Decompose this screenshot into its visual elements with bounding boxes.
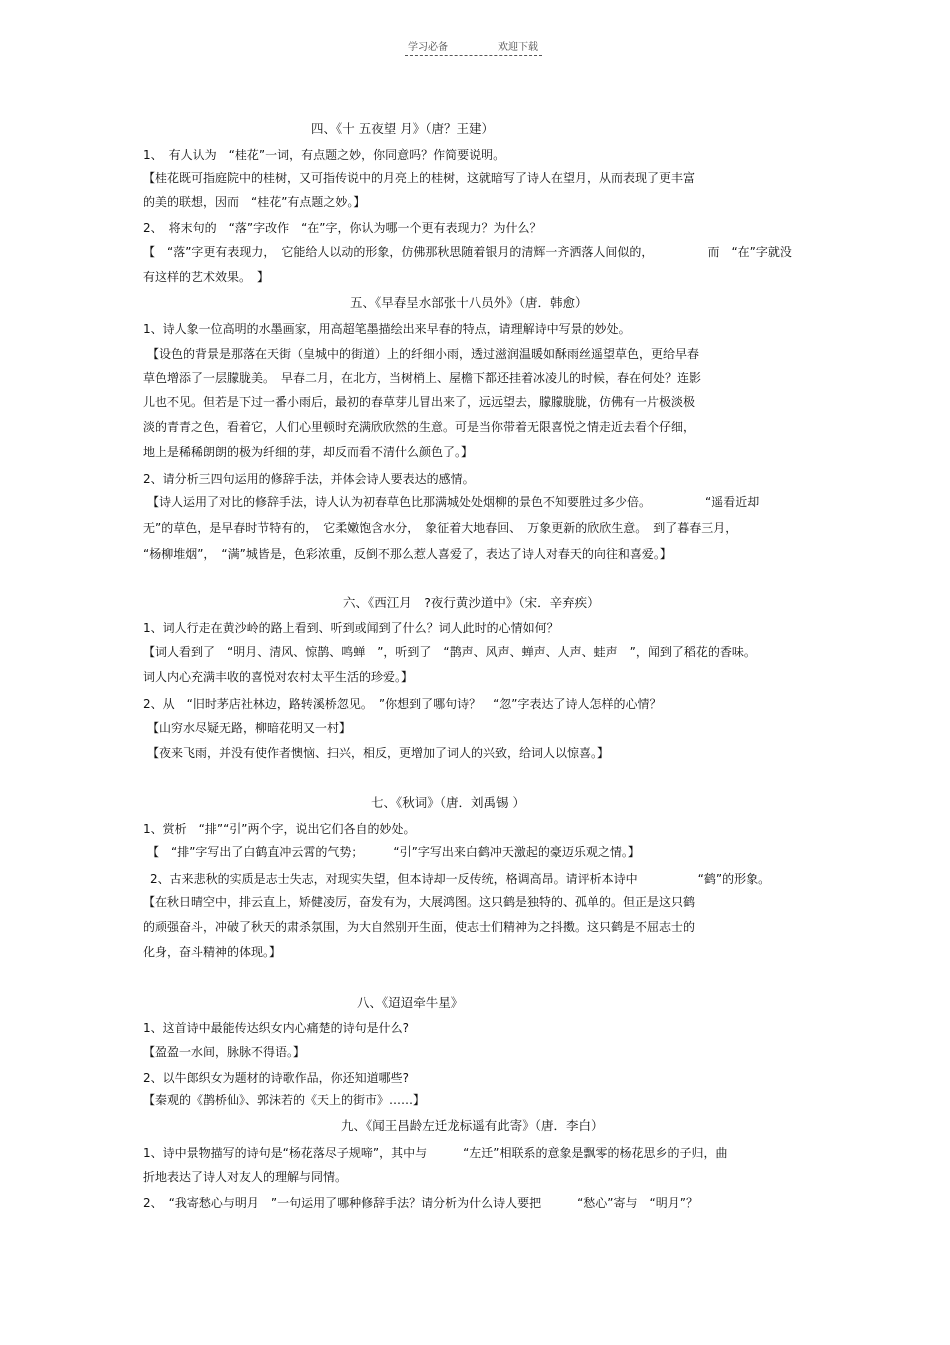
text-line: 【山穷水尽疑无路，柳暗花明又一村】 [147, 721, 352, 735]
text-line: 2、请分析三四句运用的修辞手法，并体会诗人要表达的感情。 [143, 472, 475, 486]
text-line: 儿也不见。但若是下过一番小雨后，最初的春草芽儿冒出来了，远远望去，朦朦胧胧，仿佛有一片极淡极 [143, 395, 696, 409]
text-line: 【 “排”字写出了白鹤直冲云霄的气势； “引”字写出来白鹤冲天激起的豪迈乐观之情。】 [147, 845, 640, 859]
text-line: 1、 有人认为 “桂花”一词，有点题之妙，你同意吗？作简要说明。 [143, 148, 506, 162]
text-line: 折地表达了诗人对友人的理解与同情。 [143, 1170, 348, 1184]
text-line: 词人内心充满丰收的喜悦对农村太平生活的珍爱。】 [143, 670, 414, 684]
text-line: 1、诗中景物描写的诗句是“杨花落尽子规啼”，其中与 “左迁”相联系的意象是飘零的杨花思乡的子归，曲 [143, 1146, 728, 1160]
section-heading: 四、《十 五夜望 月》（唐？王建） [311, 121, 494, 136]
section-heading: 六、《西江月 ?夜行黄沙道中》（宋．辛弃疾） [343, 595, 600, 610]
header-left-text: 学习必备 [408, 42, 448, 53]
text-line: 2、 “我寄愁心与明月 ”一句运用了哪种修辞手法？请分析为什么诗人要把 “愁心”寄与 “明月”？ [143, 1196, 698, 1210]
text-line: 【盈盈一水间，脉脉不得语。】 [143, 1045, 306, 1059]
text-line: 1、词人行走在黄沙岭的路上看到、听到或闻到了什么？词人此时的心情如何？ [143, 621, 559, 635]
text-line: “杨柳堆烟”， “满”城皆是，色彩浓重，反倒不那么惹人喜爱了，表达了诗人对春天的向往和喜爱。】 [143, 547, 672, 561]
text-line: 化身，奋斗精神的体现。】 [143, 945, 282, 959]
section-heading: 八、《迢迢牵牛星》 [357, 995, 464, 1010]
text-line: 【词人看到了 “明月、清风、惊鹊、鸣蝉 ”，听到了 “鹊声、风声、蝉声、人声、蛙声 ”，闻到了稻花的香味。 [143, 645, 756, 659]
text-line: 1、这首诗中最能传达织女内心痛楚的诗句是什么? [143, 1021, 410, 1035]
section-heading: 七、《秋词》（唐．刘禹锡 ） [371, 795, 525, 810]
text-line: 草色增添了一层朦胧美。 早春二月，在北方，当树梢上、屋檐下都还挂着冰凌儿的时候，春在何处？连影 [143, 371, 702, 385]
text-line: 1、赏析 “排”“引”两个字，说出它们各自的妙处。 [143, 822, 416, 836]
header-divider [405, 55, 542, 56]
section-heading: 九、《闻王昌龄左迁龙标遥有此寄》（唐．李白） [341, 1118, 604, 1133]
section-heading: 五、《早春呈水部张十八员外》（唐．韩愈） [350, 295, 588, 310]
text-line: 淡的青青之色，看着它，人们心里顿时充满欣欣然的生意。可是当你带着无限喜悦之情走近去看个仔细， [143, 420, 696, 434]
text-line: 【诗人运用了对比的修辞手法，诗人认为初春草色比那满城处处烟柳的景色不知要胜过多少倍。 “遥看近却 [147, 495, 760, 509]
text-line: 2、以牛郎织女为题材的诗歌作品，你还知道哪些? [143, 1071, 410, 1085]
text-line: 2、 将末句的 “落”字改作 “在”字，你认为哪一个更有表现力？为什么？ [143, 221, 542, 235]
text-line: 2、从 “旧时茅店社林边，路转溪桥忽见。 ”你想到了哪句诗？ “忽”字表达了诗人怎样的心情？ [143, 697, 662, 711]
text-line: 无”的草色，是早春时节特有的， 它柔嫩饱含水分， 象征着大地春回、 万象更新的欣欣生意。 到了暮春三月， [143, 521, 738, 535]
text-line: 2、古来悲秋的实质是志士失志，对现实失望，但本诗却一反传统，格调高昂。请评析本诗中 “鹤”的形象。 [150, 872, 771, 886]
text-line: 【在秋日晴空中，排云直上，矫健凌厉，奋发有为，大展鸿图。这只鹤是独特的、孤单的。但正是这只鹤 [143, 895, 696, 909]
text-line: 【秦观的《鹊桥仙》、郭沫若的《天上的街市》……】 [143, 1093, 426, 1107]
text-line: 有这样的艺术效果。 】 [143, 270, 270, 284]
text-line: 【桂花既可指庭院中的桂树，又可指传说中的月亮上的桂树，这就暗写了诗人在望月，从而表现了更丰富 [143, 171, 696, 185]
text-line: 1、诗人象一位高明的水墨画家，用高超笔墨描绘出来早春的特点，请理解诗中写景的妙处。 [143, 322, 631, 336]
header-right-text: 欢迎下载 [498, 42, 538, 53]
text-line: 【设色的背景是那落在天街（皇城中的街道）上的纤细小雨，透过滋润温暖如酥雨丝遥望草色，更给早春 [147, 347, 700, 361]
text-line: 【 “落”字更有表现力， 它能给人以动的形象，仿佛那秋思随着银月的清辉一齐洒落人间似的， 而 “在”字就没 [143, 245, 792, 259]
text-line: 的美的联想，因而 “桂花”有点题之妙。】 [143, 195, 366, 209]
text-line: 的顽强奋斗，冲破了秋天的肃杀氛围，为大自然别开生面，使志士们精神为之抖擞。这只鹤是不屈志士的 [143, 920, 696, 934]
text-line: 【夜来飞雨，并没有使作者懊恼、扫兴，相反，更增加了词人的兴致，给词人以惊喜。】 [147, 746, 610, 760]
text-line: 地上是稀稀朗朗的极为纤细的芽，却反而看不清什么颜色了。】 [143, 445, 474, 459]
